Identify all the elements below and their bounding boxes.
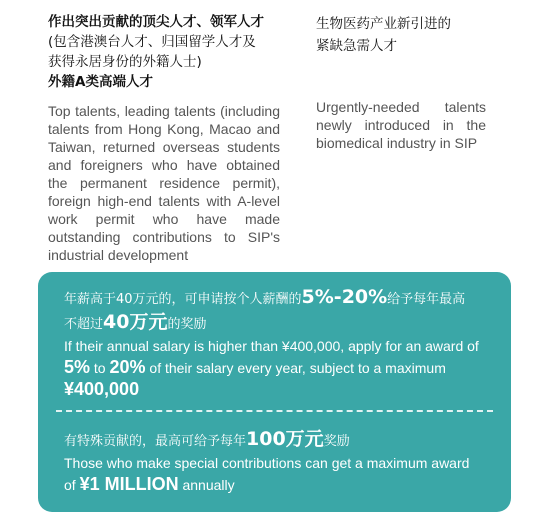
- left-title-line-1: 作出突出贡献的顶尖人才、领军人才: [48, 14, 264, 30]
- special-award-cn-text-2: 奖励: [323, 434, 350, 449]
- special-award-cn-amount: 100万元: [246, 428, 324, 450]
- special-award-en: [64, 453, 494, 496]
- right-title-line-2: 紧缺急需人才: [316, 38, 397, 54]
- salary-award-cn-percent: 5%-20%: [301, 286, 388, 308]
- dashed-divider: [56, 410, 493, 412]
- left-column: [48, 12, 280, 264]
- salary-award-en-text-1: If their annual salary is higher than ¥400,000, apply for an award of: [64, 338, 479, 354]
- salary-award-en-text-2: of their salary every year, subject to a maximum: [149, 360, 446, 376]
- salary-award-en-low-percent: 5%: [64, 357, 91, 377]
- right-column: [316, 12, 486, 152]
- salary-award-cn-text-1: 年薪高于40万元的，可申请按个人薪酬的: [64, 292, 302, 307]
- salary-award-cn-text-2: 给予每年最高: [387, 292, 466, 307]
- special-award-cn: [64, 428, 494, 453]
- special-award-cn-text-1: 有特殊贡献的，最高可给予每年: [64, 434, 247, 449]
- left-title-line-4: 外籍A类高端人才: [48, 74, 153, 90]
- special-award-en-text-2: annually: [182, 477, 235, 493]
- left-title-line-3: 获得永居身份的外籍人士): [48, 54, 202, 70]
- special-award-en-text-1: Those who make special contributions can get a maximum award: [64, 455, 470, 471]
- special-award-en-of: of: [64, 477, 76, 493]
- salary-award-en-maximum: ¥400,000: [64, 379, 140, 399]
- special-award-block: [64, 428, 494, 496]
- left-english-description: Top talents, leading talents (including talents from Hong Kong, Macao and Taiwan, returned overseas students and foreigners who have obtained the permanent residence permit), foreign high-end talents with A-level work permit who have made outstanding contributions to SIP's industrial development: [48, 103, 280, 263]
- salary-award-en-high-percent: 20%: [109, 357, 146, 377]
- award-panel: [38, 272, 511, 512]
- salary-award-cn: [64, 286, 494, 336]
- right-title-line-1: 生物医药产业新引进的: [316, 16, 451, 32]
- salary-award-block: [64, 286, 494, 401]
- special-award-en-amount: ¥1 MILLION: [79, 474, 179, 494]
- salary-award-en-to: to: [93, 360, 106, 376]
- left-title-line-2: (包含港澳台人才、归国留学人才及: [48, 34, 256, 50]
- salary-award-en: [64, 336, 494, 401]
- right-english-description: Urgently-needed talents newly introduced in the biomedical industry in SIP: [316, 99, 486, 151]
- salary-award-cn-text-4: 的奖励: [167, 317, 207, 332]
- salary-award-cn-amount: 40万元: [103, 311, 168, 333]
- salary-award-cn-text-3: 不超过: [64, 317, 104, 332]
